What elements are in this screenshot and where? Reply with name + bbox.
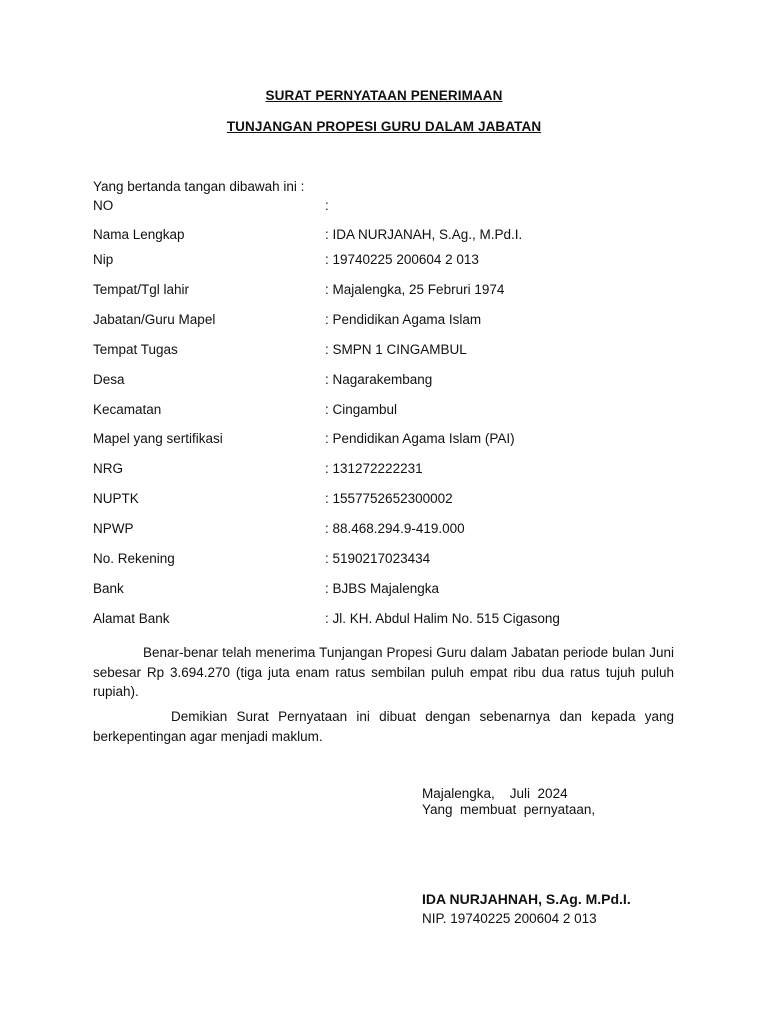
field-label: Mapel yang sertifikasi bbox=[93, 431, 223, 446]
field-row-bank bbox=[93, 580, 683, 598]
signature-place-date: Majalengka, Juli 2024 bbox=[422, 786, 568, 801]
signature-maker-label: Yang membuat pernyataan, bbox=[422, 802, 596, 817]
field-row-jabatan bbox=[93, 311, 683, 329]
intro-text: Yang bertanda tangan dibawah ini : bbox=[93, 179, 305, 194]
field-row-kecamatan bbox=[93, 401, 683, 419]
field-row-nip bbox=[93, 251, 683, 269]
field-label: No. Rekening bbox=[93, 551, 175, 566]
field-row-no bbox=[93, 197, 683, 215]
document-subtitle: TUNJANGAN PROPESI GURU DALAM JABATAN bbox=[226, 119, 542, 134]
field-label: Tempat Tugas bbox=[93, 342, 178, 357]
field-row-npwp bbox=[93, 520, 683, 538]
field-value: : Pendidikan Agama Islam bbox=[325, 312, 482, 327]
field-row-tempat-tugas bbox=[93, 341, 683, 359]
field-label: Nip bbox=[93, 252, 114, 267]
signatory-name: IDA NURJAHNAH, S.Ag. M.Pd.I. bbox=[422, 891, 631, 907]
field-row-nama-lengkap bbox=[93, 226, 683, 244]
field-value: : SMPN 1 CINGAMBUL bbox=[325, 342, 467, 357]
field-label: Alamat Bank bbox=[93, 611, 170, 626]
field-row-tempat-tgl-lahir bbox=[93, 281, 683, 299]
field-row-nuptk bbox=[93, 490, 683, 508]
field-label: NRG bbox=[93, 461, 123, 476]
field-label: NUPTK bbox=[93, 491, 139, 506]
field-value: : Nagarakembang bbox=[325, 372, 433, 387]
field-label: Desa bbox=[93, 372, 125, 387]
field-row-nrg bbox=[93, 460, 683, 478]
field-row-no-rekening bbox=[93, 550, 683, 568]
field-label: NPWP bbox=[93, 521, 134, 536]
closing-paragraph: Demikian Surat Pernyataan ini dibuat dengan sebenarnya dan kepada yang berkepentingan agar menjadi maklum. bbox=[93, 709, 674, 744]
field-label: NO bbox=[93, 198, 114, 213]
field-label: Jabatan/Guru Mapel bbox=[93, 312, 216, 327]
field-label: Kecamatan bbox=[93, 402, 162, 417]
field-row-mapel-sertifikasi bbox=[93, 430, 683, 448]
field-value: : Jl. KH. Abdul Halim No. 515 Cigasong bbox=[325, 611, 560, 626]
field-value: : 88.468.294.9-419.000 bbox=[325, 521, 465, 536]
field-row-alamat-bank bbox=[93, 610, 683, 628]
field-value: : BJBS Majalengka bbox=[325, 581, 440, 596]
field-label: Bank bbox=[93, 581, 124, 596]
field-value: : 19740225 200604 2 013 bbox=[325, 252, 479, 267]
document-title: SURAT PERNYATAAN PENERIMAAN bbox=[265, 88, 503, 103]
field-value: : IDA NURJANAH, S.Ag., M.Pd.I. bbox=[325, 227, 523, 242]
field-value: : Majalengka, 25 Februri 1974 bbox=[325, 282, 505, 297]
field-value: : Cingambul bbox=[325, 402, 398, 417]
field-value: : bbox=[325, 198, 329, 213]
field-label: Nama Lengkap bbox=[93, 227, 185, 242]
signatory-nip: NIP. 19740225 200604 2 013 bbox=[422, 911, 597, 926]
field-value: : 5190217023434 bbox=[325, 551, 431, 566]
field-row-desa bbox=[93, 371, 683, 389]
field-value: : 131272222231 bbox=[325, 461, 423, 476]
statement-paragraph: Benar-benar telah menerima Tunjangan Propesi Guru dalam Jabatan periode bulan Juni sebesar Rp 3.694.270 (tiga juta enam ratus sembilan puluh empat ribu dua ratus tujuh puluh rupiah). bbox=[93, 645, 674, 699]
field-value: : 1557752652300002 bbox=[325, 491, 453, 506]
field-value: : Pendidikan Agama Islam (PAI) bbox=[325, 431, 515, 446]
field-label: Tempat/Tgl lahir bbox=[93, 282, 190, 297]
